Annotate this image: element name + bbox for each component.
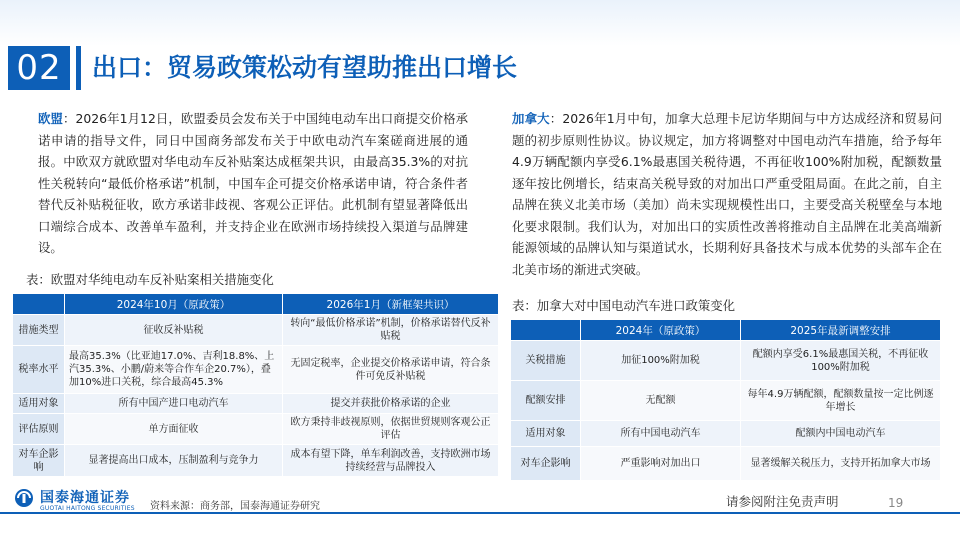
footer-divider — [0, 512, 960, 514]
table-row — [511, 341, 941, 381]
table-cell: 配额内中国电动汽车 — [741, 421, 941, 447]
table-cell: 加征100%附加税 — [581, 341, 741, 381]
table-header: 2024年10月（原政策） — [65, 294, 283, 315]
table-cell: 征收反补贴税 — [65, 315, 283, 346]
table-header — [511, 320, 581, 341]
canada-text: ：2026年1月中旬，加拿大总理卡尼访华期间与中方达成经济和贸易问题的初步原则性协议。协议规定，加方将调整对中国电动汽车措施，给予每年4.9万辆配额内享受6.1%最惠国关税待遇，不再征收100%附加税，配额数量逐年按比例增长，结束高关税导致的对加出口严重受阻局面。在此之前，自主品牌在狭义北美市场（美加）尚未实现规模性出口，主要受高关税壁垒与本地化要求限制。我们认为，对加出口的实质性改善将推动自主品牌在北美高端新能源领域的品牌认知与渠道试水，长期利好具备技术与成本优势的头部车企在北美市场的渐进式突破。 — [512, 111, 942, 277]
logo-chinese-name: 国泰海通证券 — [40, 490, 130, 506]
table-row — [511, 381, 941, 421]
table-cell: 最高35.3%（比亚迪17.0%、吉利18.8%、上汽35.3%、小鹏/蔚来等合作车企20.7%），叠加10%进口关税，综合最高45.3% — [65, 346, 283, 394]
row-label: 关税措施 — [511, 341, 581, 381]
table-header — [13, 294, 65, 315]
row-label: 适用对象 — [511, 421, 581, 447]
table-header: 2026年1月（新框架共识） — [283, 294, 499, 315]
row-label: 措施类型 — [13, 315, 65, 346]
table-cell: 显著提高出口成本，压制盈利与竞争力 — [65, 445, 283, 477]
canada-policy-table — [510, 319, 941, 481]
section-number: 02 — [8, 46, 70, 90]
eu-policy-table — [12, 293, 499, 477]
table-header: 2025年最新调整安排 — [741, 320, 941, 341]
table-cell: 无固定税率，企业提交价格承诺申请，符合条件可免反补贴税 — [283, 346, 499, 394]
table-cell: 显著缓解关税压力，支持开拓加拿大市场 — [741, 447, 941, 481]
eu-lead: 欧盟 — [38, 111, 63, 126]
row-label: 税率水平 — [13, 346, 65, 394]
row-label: 对车企影响 — [13, 445, 65, 477]
table-cell: 无配额 — [581, 381, 741, 421]
row-label: 适用对象 — [13, 394, 65, 414]
eu-text: ：2026年1月12日，欧盟委员会发布关于中国纯电动车出口商提交价格承诺申请的指导文件，同日中国商务部发布关于中欧电动汽车案磋商进展的通报。中欧双方就欧盟对华电动车反补贴案达成框架共识，由最高35.3%的对抗性关税转向“最低价格承诺”机制，中国车企可提交价格承诺申请，符合条件者替代反补贴税征收，欧方承诺非歧视、客观公正评估。此机制有望显著降低出口端综合成本、改善单车盈利，并支持企业在欧洲市场持续投入渠道与品牌建设。 — [38, 111, 469, 255]
canada-paragraph — [512, 108, 942, 280]
logo-english-name: GUOTAI HAITONG SECURITIES — [40, 505, 135, 512]
table-row — [511, 421, 941, 447]
table-row — [13, 445, 499, 477]
eu-paragraph — [38, 108, 468, 259]
canada-table-caption: 表：加拿大对中国电动汽车进口政策变化 — [512, 298, 736, 313]
row-label: 配额安排 — [511, 381, 581, 421]
table-cell: 所有中国产进口电动汽车 — [65, 394, 283, 414]
table-header: 2024年（原政策） — [581, 320, 741, 341]
table-cell: 所有中国电动汽车 — [581, 421, 741, 447]
canada-lead: 加拿大 — [512, 111, 550, 126]
page-title: 出口：贸易政策松动有望助推出口增长 — [92, 53, 518, 82]
table-cell: 单方面征收 — [65, 414, 283, 445]
title-accent-bar — [76, 46, 81, 90]
header-gradient — [0, 0, 960, 46]
row-label: 评估原则 — [13, 414, 65, 445]
disclaimer-note: 请参阅附注免责声明 — [726, 494, 839, 509]
table-row — [511, 447, 941, 481]
company-logo — [14, 488, 144, 514]
table-row — [13, 346, 499, 394]
page-number: 19 — [888, 496, 904, 510]
table-row — [13, 414, 499, 445]
table-cell: 欧方秉持非歧视原则，依据世贸规则客观公正评估 — [283, 414, 499, 445]
table-cell: 每年4.9万辆配额，配额数量按一定比例逐年增长 — [741, 381, 941, 421]
table-cell: 提交并获批价格承诺的企业 — [283, 394, 499, 414]
table-cell: 严重影响对加出口 — [581, 447, 741, 481]
table-cell: 配额内享受6.1%最惠国关税，不再征收100%附加税 — [741, 341, 941, 381]
data-source-note: 资料来源：商务部，国泰海通证券研究 — [150, 501, 320, 512]
eu-table-caption: 表：欧盟对华纯电动车反补贴案相关措施变化 — [26, 272, 274, 287]
table-cell: 转向“最低价格承诺”机制，价格承诺替代反补贴税 — [283, 315, 499, 346]
row-label: 对车企影响 — [511, 447, 581, 481]
table-row — [13, 315, 499, 346]
table-cell: 成本有望下降，单车利润改善，支持欧洲市场持续经营与品牌投入 — [283, 445, 499, 477]
logo-mark-icon — [14, 488, 34, 508]
table-row — [13, 394, 499, 414]
